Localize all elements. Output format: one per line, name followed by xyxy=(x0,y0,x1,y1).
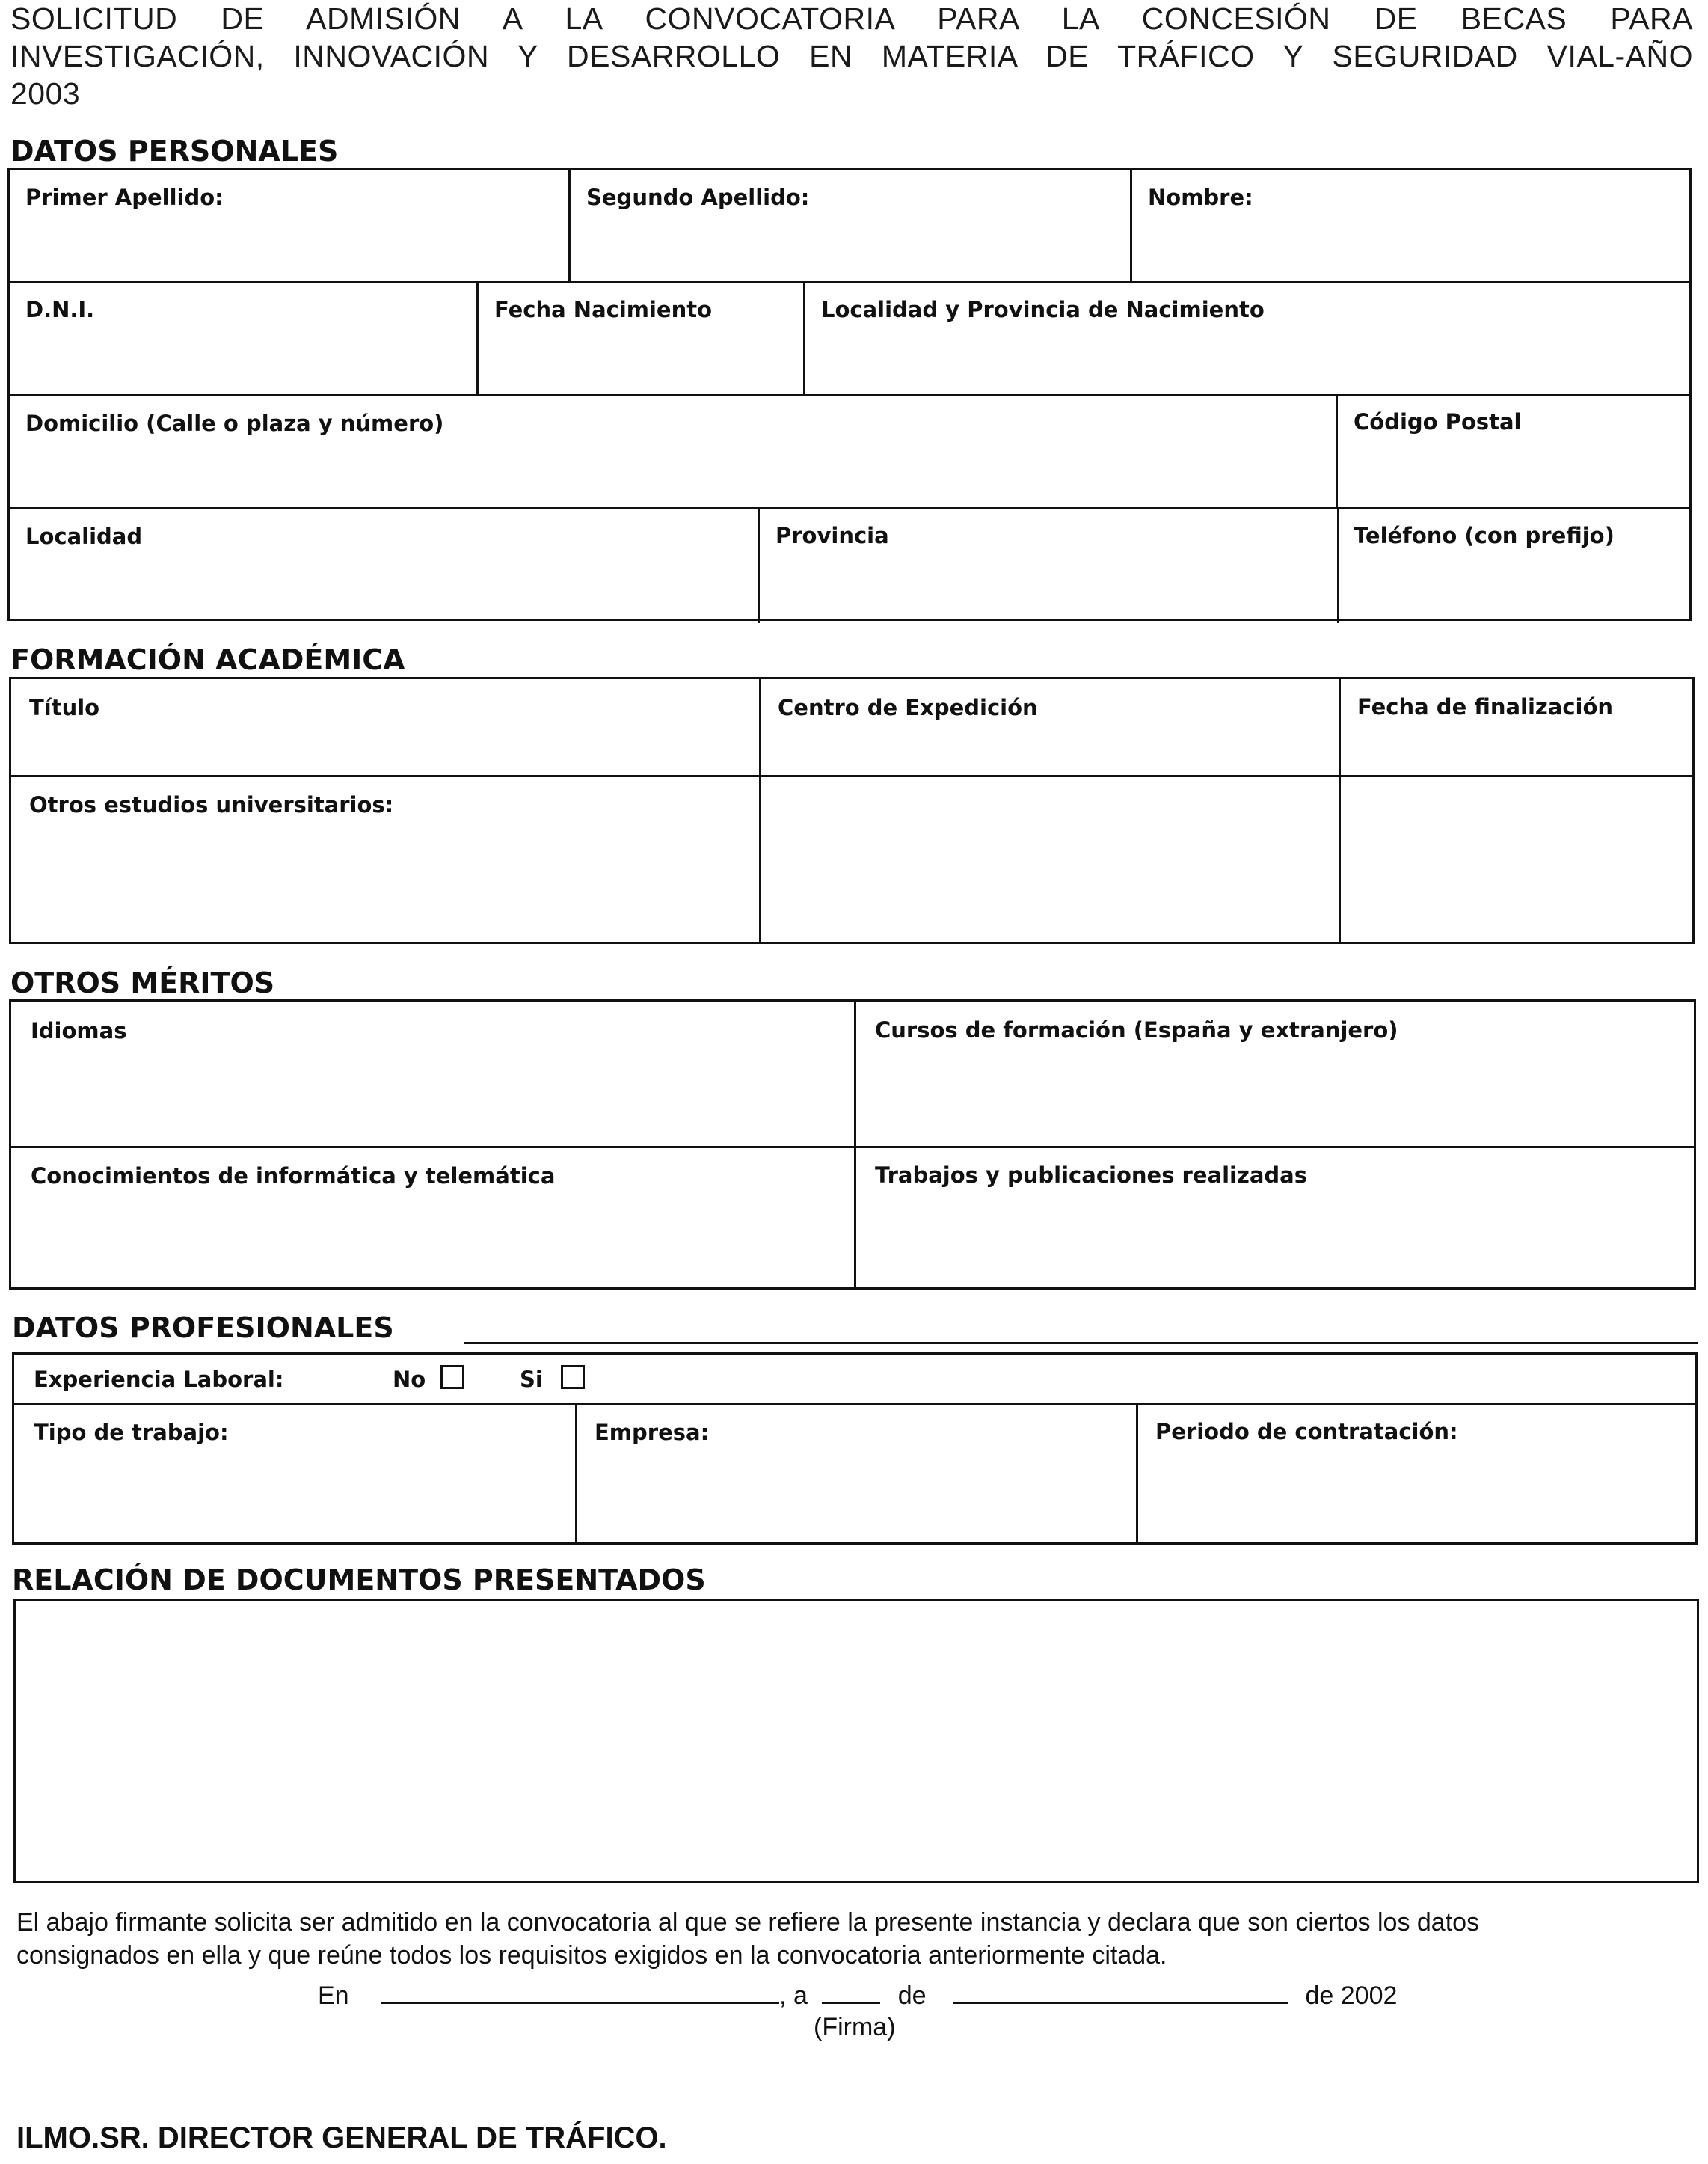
field-idiomas[interactable]: Idiomas xyxy=(31,1018,127,1043)
column-divider xyxy=(759,679,761,942)
column-divider xyxy=(476,281,479,394)
column-divider xyxy=(758,507,760,623)
field-codigo-postal[interactable]: Código Postal xyxy=(1354,409,1522,435)
field-conocimientos-informatica[interactable]: Conocimientos de informática y telemática xyxy=(31,1163,556,1189)
column-divider xyxy=(568,170,571,281)
row-divider xyxy=(10,507,1689,509)
option-no[interactable] xyxy=(393,1365,464,1392)
field-localidad-provincia-nacimiento[interactable]: Localidad y Provincia de Nacimiento xyxy=(821,297,1265,322)
field-provincia[interactable]: Provincia xyxy=(775,523,889,548)
column-divider xyxy=(575,1403,577,1542)
column-divider xyxy=(1339,679,1341,942)
field-primer-apellido[interactable]: Primer Apellido: xyxy=(25,185,224,210)
field-periodo-contratacion[interactable]: Periodo de contratación: xyxy=(1155,1419,1458,1444)
field-dni[interactable]: D.N.I. xyxy=(25,297,95,322)
column-divider xyxy=(803,281,805,394)
field-tipo-trabajo[interactable]: Tipo de trabajo: xyxy=(34,1420,229,1445)
field-telefono[interactable]: Teléfono (con prefijo) xyxy=(1354,523,1615,548)
title-line-2: INVESTIGACIÓN, INNOVACIÓN Y DESARROLLO EN MATERIA DE TRÁFICO Y SEGURIDAD VIAL-AÑO xyxy=(10,39,1693,73)
label-de: de xyxy=(897,1981,927,2010)
row-divider xyxy=(11,775,1692,777)
field-fecha-nacimiento[interactable]: Fecha Nacimiento xyxy=(494,297,713,322)
row-divider xyxy=(11,1146,1694,1148)
field-fecha-finalizacion[interactable]: Fecha de finalización xyxy=(1357,694,1614,720)
checkbox-no[interactable] xyxy=(440,1365,464,1389)
title-line-3: 2003 xyxy=(10,76,81,111)
field-cursos-formacion[interactable]: Cursos de formación (España y extranjero) xyxy=(875,1017,1398,1043)
column-divider xyxy=(854,1002,856,1287)
row-divider xyxy=(10,281,1689,283)
column-divider xyxy=(1337,507,1339,623)
heading-rule xyxy=(464,1342,1698,1344)
datos-profesionales-table xyxy=(12,1352,1698,1545)
declaration-text xyxy=(16,1906,1707,1972)
firma-label: (Firma) xyxy=(814,2013,896,2041)
declaration-line-2: consignados en ella y que reúne todos los requisitos exigidos en la convocatoria anteriormente citada. xyxy=(16,1941,1167,1970)
title-line-1: SOLICITUD DE ADMISIÓN A LA CONVOCATORIA PARA LA CONCESIÓN DE BECAS PARA xyxy=(10,1,1693,36)
column-divider xyxy=(1130,170,1132,281)
field-experiencia-laboral: Experiencia Laboral: xyxy=(34,1367,284,1392)
section-heading-datos-profesionales: DATOS PROFESIONALES xyxy=(12,1311,394,1344)
field-domicilio[interactable]: Domicilio (Calle o plaza y número) xyxy=(25,411,444,436)
field-otros-estudios[interactable]: Otros estudios universitarios: xyxy=(29,792,394,818)
formacion-academica-table xyxy=(9,677,1695,944)
section-heading-otros-meritos: OTROS MÉRITOS xyxy=(10,966,275,999)
row-divider xyxy=(10,394,1689,396)
checkbox-si[interactable] xyxy=(561,1365,585,1389)
field-localidad[interactable]: Localidad xyxy=(25,524,143,549)
declaration-line-1: El abajo firmante solicita ser admitido en la convocatoria al que se refiere la presente instancia y declara que son ciertos los datos xyxy=(16,1908,1480,1937)
field-empresa[interactable]: Empresa: xyxy=(595,1420,710,1445)
blank-lugar[interactable] xyxy=(381,1976,779,2004)
document-title xyxy=(10,0,1693,112)
label-de-year: de 2002 xyxy=(1305,1981,1398,2010)
field-titulo[interactable]: Título xyxy=(29,695,100,720)
otros-meritos-table xyxy=(9,999,1696,1290)
section-heading-documentos: RELACIÓN DE DOCUMENTOS PRESENTADOS xyxy=(12,1563,706,1596)
field-centro-expedicion[interactable]: Centro de Expedición xyxy=(778,695,1038,720)
addressee: ILMO.SR. DIRECTOR GENERAL DE TRÁFICO. xyxy=(16,2121,667,2154)
row-divider xyxy=(14,1403,1695,1405)
section-heading-datos-personales: DATOS PERSONALES xyxy=(10,135,339,168)
option-si-label: Si xyxy=(520,1367,543,1392)
place-date-line xyxy=(318,1976,1397,2012)
column-divider xyxy=(1136,1403,1138,1542)
datos-personales-table xyxy=(7,168,1692,621)
blank-mes[interactable] xyxy=(953,1976,1288,2004)
column-divider xyxy=(1336,394,1338,507)
field-trabajos-publicaciones[interactable]: Trabajos y publicaciones realizadas xyxy=(875,1162,1308,1188)
option-si[interactable] xyxy=(520,1365,585,1392)
label-a: , a xyxy=(779,1981,808,2010)
field-segundo-apellido[interactable]: Segundo Apellido: xyxy=(586,185,810,210)
section-heading-formacion-academica: FORMACIÓN ACADÉMICA xyxy=(10,643,405,676)
field-nombre[interactable]: Nombre: xyxy=(1148,185,1253,210)
documentos-area[interactable] xyxy=(13,1599,1699,1883)
label-en: En xyxy=(318,1981,349,2010)
blank-dia[interactable] xyxy=(822,1976,880,2004)
option-no-label: No xyxy=(393,1367,426,1392)
